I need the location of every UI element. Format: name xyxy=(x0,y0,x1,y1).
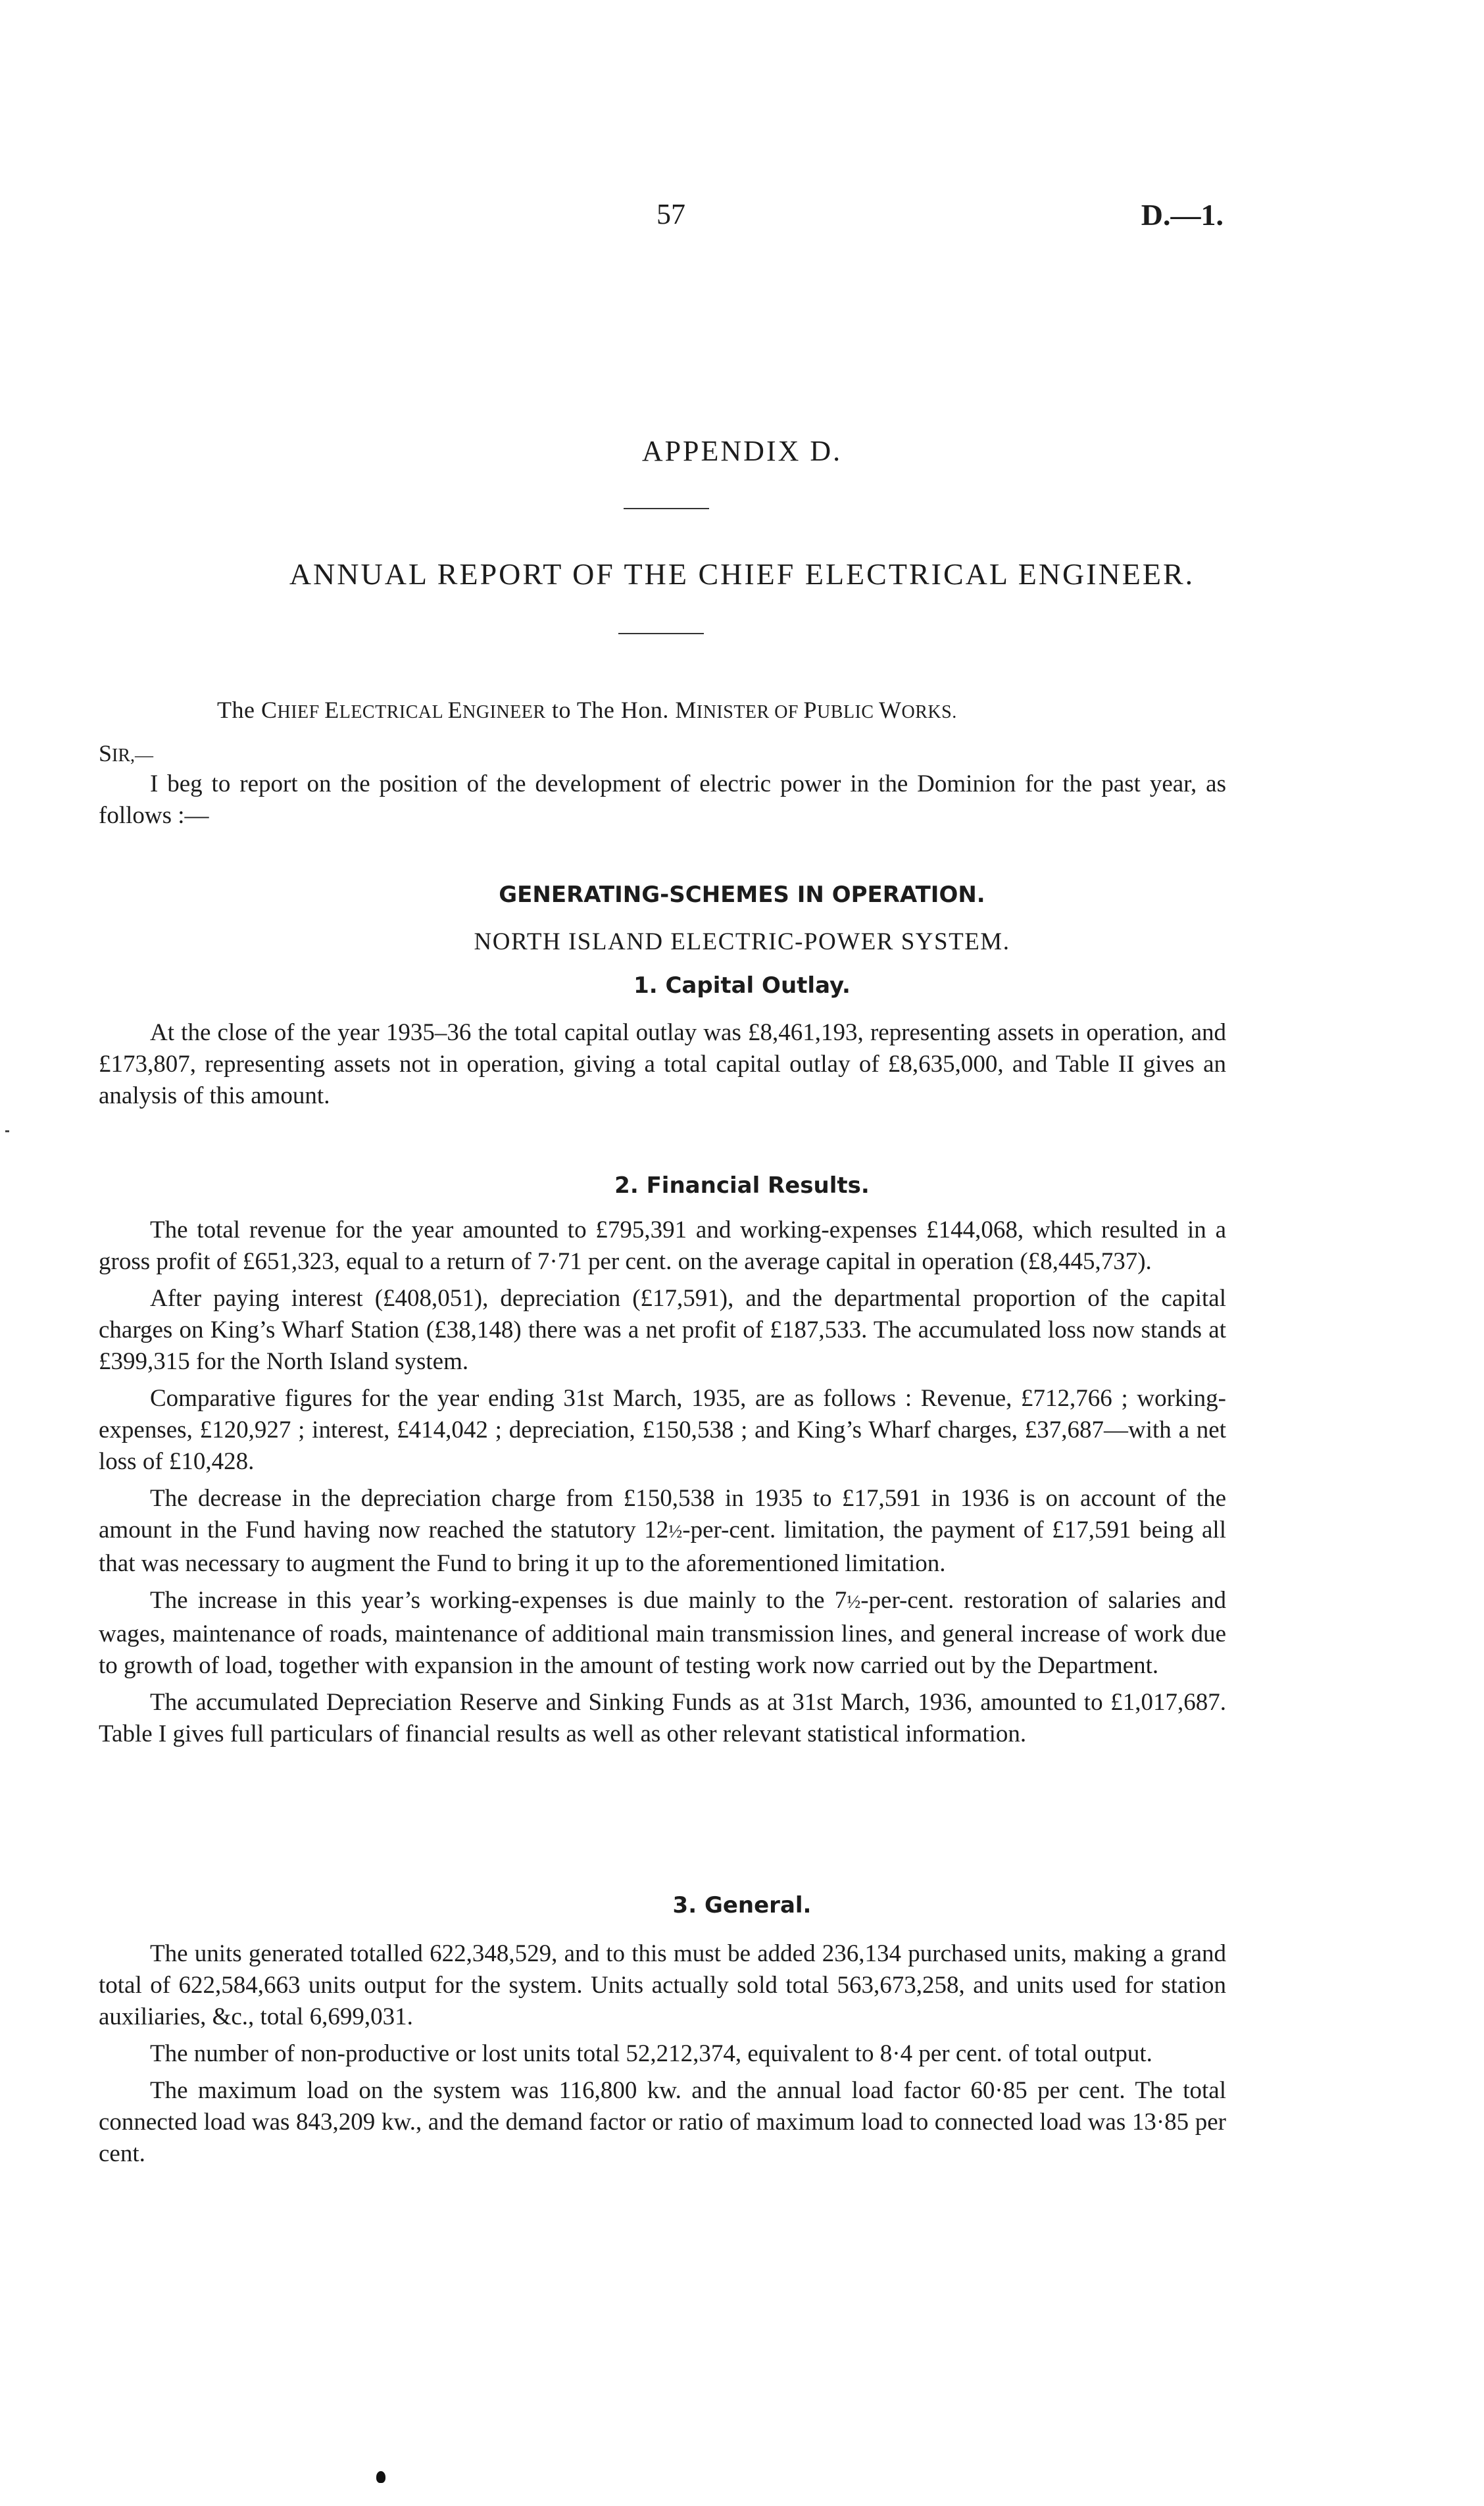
document-reference: D.—1. xyxy=(1141,198,1224,232)
financial-paragraph-6: The accumulated Depreciation Reserve and Sinking Funds as at 31st March, 1936, amounted to £1,017,687. Table I gives full particulars of financial results as well as other relevant statistical information. xyxy=(99,1689,1226,1747)
appendix-title: APPENDIX D. xyxy=(641,435,843,467)
scan-margin-mark xyxy=(5,1130,9,1132)
section-heading: GENERATING-SCHEMES IN OPERATION. xyxy=(499,882,985,908)
salutation: SIR,— xyxy=(99,740,154,766)
capital-outlay-section xyxy=(99,1017,1226,1117)
title-divider-lower xyxy=(618,633,704,634)
general-paragraph-3: The maximum load on the system was 116,800 kw. and the annual load factor 60·85 per cent. The total connected load was 843,209 kw., and the demand factor or ratio of maximum load to connected load was 13·85 per cent. xyxy=(99,2077,1226,2167)
capital-outlay-heading: 1. Capital Outlay. xyxy=(633,972,851,999)
financial-paragraph-2: After paying interest (£408,051), depreciation (£17,591), and the departmental proportion of the capital charges on King’s Wharf Station (£38,148) there was a net profit of £187,533. The accumulated loss now stands at £399,315 for the North Island system. xyxy=(99,1285,1226,1375)
system-heading: NORTH ISLAND ELECTRIC-POWER SYSTEM. xyxy=(474,928,1010,955)
addressee-line: The CHIEF ELECTRICAL ENGINEER to The Hon. MINISTER OF PUBLIC WORKS. xyxy=(217,697,957,723)
general-section xyxy=(99,1938,1226,2175)
financial-paragraph-4: The decrease in the depreciation charge from £150,538 in 1935 to £17,591 in 1936 is on account of the amount in the Fund having now reached the statutory 12½-per-cent. limitation, the payment of £17,591 being all that was necessary to augment the Fund to bring it up to the aforementioned limitation. xyxy=(99,1485,1226,1577)
title-divider xyxy=(624,508,709,509)
page-number: 57 xyxy=(656,198,685,230)
financial-paragraph-1: The total revenue for the year amounted to £795,391 and working-expenses £144,068, which resulted in a gross profit of £651,323, equal to a return of 7·71 per cent. on the average capital in operation (£8,445,737). xyxy=(99,1216,1226,1275)
report-title: ANNUAL REPORT OF THE CHIEF ELECTRICAL ENGINEER. xyxy=(289,557,1195,591)
financial-paragraph-3: Comparative figures for the year ending 31st March, 1935, are as follows : Revenue, £712,766 ; working-expenses, £120,927 ; interest, £414,042 ; depreciation, £150,538 ; and King’s Wharf charges, £37,687—with a net loss of £10,428. xyxy=(99,1385,1226,1475)
general-paragraph-1: The units generated totalled 622,348,529, and to this must be added 236,134 purchased units, making a grand total of 622,584,663 units output for the system. Units actually sold total 563,673,258, and units used for station auxiliaries, &c., total 6,699,031. xyxy=(99,1940,1226,2030)
general-heading: 3. General. xyxy=(672,1892,812,1918)
general-paragraph-2: The number of non-productive or lost units total 52,212,374, equivalent to 8·4 per cent. of total output. xyxy=(150,2040,1152,2067)
intro-paragraph: I beg to report on the position of the development of electric power in the Dominion for the past year, as follows :— xyxy=(99,770,1226,829)
financial-results-heading: 2. Financial Results. xyxy=(614,1172,870,1199)
financial-results-section xyxy=(99,1215,1226,1755)
financial-paragraph-5: The increase in this year’s working-expenses is due mainly to the 7½-per-cent. restoration of salaries and wages, maintenance of roads, maintenance of additional main transmission lines, and general increase of work due to growth of load, together with expansion in the amount of testing work now carried out by the Department. xyxy=(99,1587,1226,1679)
capital-outlay-paragraph: At the close of the year 1935–36 the total capital outlay was £8,461,193, representing assets in operation, and £173,807, representing assets not in operation, giving a total capital outlay of £8,635,000, and Table II gives an analysis of this amount. xyxy=(99,1019,1226,1109)
scan-mark xyxy=(376,2471,385,2483)
